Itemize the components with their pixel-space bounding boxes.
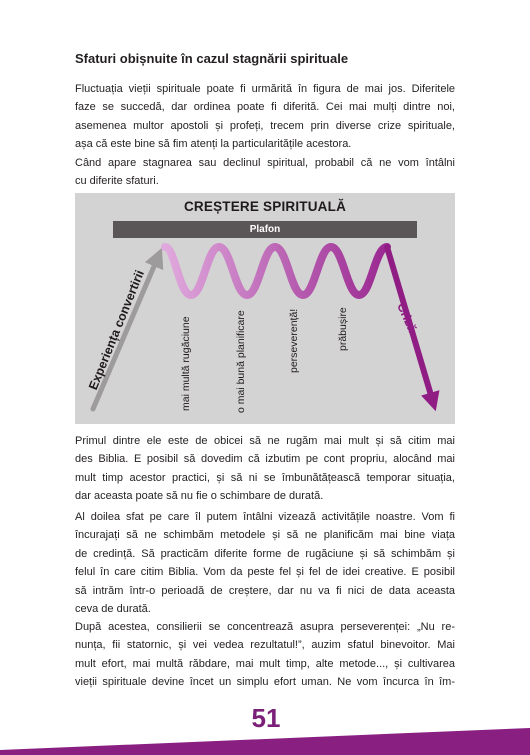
text-line: faze se succedă, dar ordinea poate fi diferită. Cei mai mulți dintre noi, — [75, 101, 455, 114]
ceiling-label: Plafon — [249, 224, 281, 235]
text-line: Primul dintre ele este de obicei să ne rugăm mai mult și să citim mai — [75, 435, 455, 447]
paragraph-advice-intro — [75, 154, 455, 191]
text-line: încurajați să ne schimbăm metodele și să ne planificăm mai bine viața — [75, 529, 455, 542]
text-line: mult timp acestor practici, și să ni se îmbunătățească temporar situația, — [75, 471, 455, 484]
text-line: de credință. Să practicăm diferite forme de rugăciune și să schimbăm și — [75, 547, 455, 560]
text-line: După acestea, consilierii se concentrează asupra perseverenței: „Nu re- — [75, 621, 455, 633]
paragraph-first-advice — [75, 432, 455, 506]
text-line: Fluctuația vieții spirituale poate fi urmărită în figura de mai jos. Diferitele — [75, 83, 455, 95]
text-line: Al doilea sfat pe care îl putem întâlni vizează activitățile noastre. Vom fi — [75, 511, 455, 523]
text-line: ceva de durată. — [75, 603, 151, 616]
text-line: des Biblia. E posibil să dovedim că izbutim pe cont propriu, alocând mai — [75, 453, 455, 466]
phase-label: mai multă rugăciune — [180, 316, 192, 411]
text-line: mult efort, mai multă răbdare, mai mult timp, alte metode..., și cultivarea — [75, 657, 455, 670]
text-line: nunța, fii statornic, și vei vedea rezultatul!”, auzim sfatul binevoitor. Mai — [75, 639, 455, 652]
text-line: asemenea multor apostoli și profeți, trecem prin diverse crize spirituale, — [75, 119, 455, 132]
paragraph-perseverance — [75, 618, 455, 692]
text-line: să intrăm într-o perioadă de creștere, dar nu va fi nici de data aceasta — [75, 584, 455, 597]
text-line: cu diferite sfaturi. — [75, 175, 159, 188]
phase-label: prăbușire — [337, 307, 349, 351]
text-line: așa că este bine să fim atenți la particularitățile acestora. — [75, 138, 352, 151]
text-line: felul în care citim Biblia. Vom da peste fel și fel de idei creative. E posibil — [75, 566, 455, 579]
phase-label: perseverență! — [288, 308, 300, 373]
phase-label: o mai bună planificare — [235, 310, 247, 413]
ascent-label: Experiența convertirii — [86, 268, 147, 392]
section-heading: Sfaturi obișnuite în cazul stagnării spirituale — [75, 51, 349, 66]
text-line: Când apare stagnarea sau declinul spiritual, probabil că ne vom întâlni — [75, 157, 455, 169]
page-number: 51 — [251, 703, 281, 733]
text-line: dar aceasta poate să nu fie o schimbare de durată. — [75, 490, 324, 503]
paragraph-intro — [75, 80, 455, 154]
diagram-title: CREȘTERE SPIRITUALĂ — [183, 199, 347, 214]
paragraph-second-advice — [75, 508, 455, 618]
ceiling-bar — [113, 221, 417, 238]
fluctuation-wave — [165, 247, 387, 295]
spiritual-growth-diagram — [75, 193, 455, 424]
crisis-label: Criză — [394, 300, 420, 335]
text-line: vieții spirituale devine încet un simplu efort uman. Ne vom încurca în îm- — [75, 676, 455, 689]
ascent-arrow — [93, 257, 158, 409]
